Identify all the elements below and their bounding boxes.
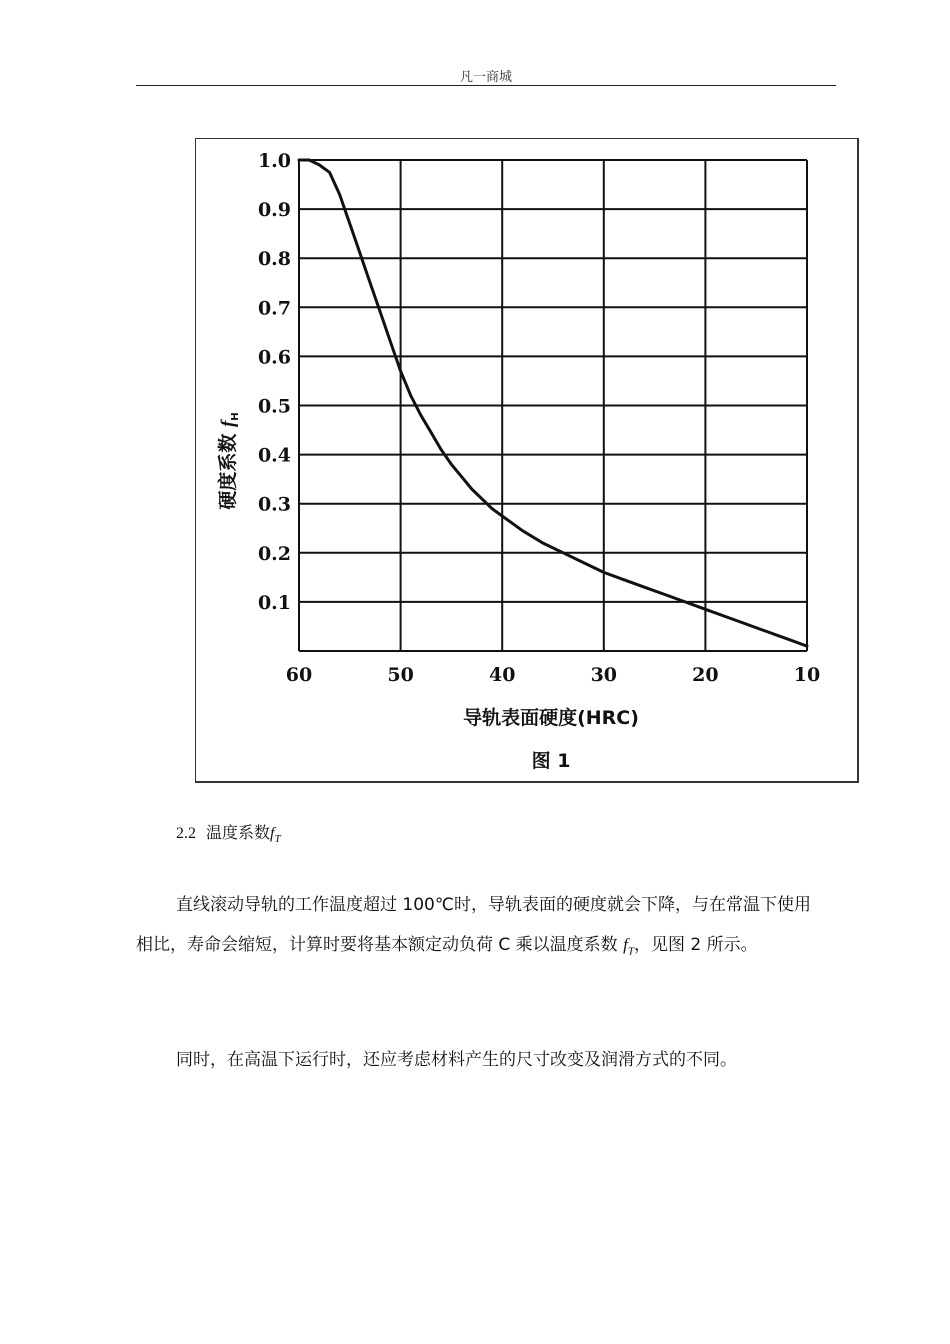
x-tick-label: 50 — [387, 664, 414, 686]
x-tick-label: 60 — [285, 664, 313, 686]
x-tick-label: 30 — [590, 664, 618, 686]
section-number: 2.2 — [176, 825, 196, 842]
section-title: 温度系数 — [206, 825, 271, 842]
figure-frame — [195, 138, 859, 783]
y-tick-label: 0.8 — [257, 248, 291, 271]
y-tick-label: 0.2 — [257, 542, 291, 565]
chart-ticks — [258, 150, 820, 686]
paragraph1-symbol: f — [623, 935, 628, 954]
paragraph-temperature — [136, 885, 826, 971]
page-header: 凡一商城 — [459, 70, 512, 85]
chart-grid — [299, 160, 807, 651]
paragraph-high-temperature: 同时，在高温下运行时，还应考虑材料产生的尺寸改变及润滑方式的不同。 — [176, 1050, 737, 1070]
hardness-chart — [196, 139, 857, 781]
y-tick-label: 0.7 — [257, 297, 291, 320]
section-heading — [176, 820, 281, 845]
x-tick-label: 40 — [488, 664, 516, 686]
y-tick-label: 0.1 — [257, 591, 291, 614]
y-tick-label: 0.6 — [257, 346, 291, 369]
x-tick-label: 10 — [793, 664, 821, 686]
x-tick-label: 20 — [692, 664, 719, 686]
paragraph1-text-b: ，见图 2 所示。 — [633, 935, 758, 955]
figure-caption: 图 1 — [531, 750, 571, 772]
y-axis-title: 硬度系数 $f_H$ — [217, 412, 241, 510]
y-tick-label: 1.0 — [257, 150, 291, 172]
paragraph1-text-a: 直线滚动导轨的工作温度超过 100℃时，导轨表面的硬度就会下降，与在常温下使用相比，寿命会缩短，计算时要将基本额定动负荷 C 乘以温度系数 — [136, 895, 811, 955]
y-tick-label: 0.5 — [257, 395, 291, 418]
header-divider — [136, 85, 836, 86]
hardness-curve — [299, 160, 807, 646]
x-axis-title: 导轨表面硬度(HRC) — [463, 707, 639, 729]
y-tick-label: 0.9 — [257, 199, 291, 222]
paragraph1-symbol-sub: T — [627, 945, 634, 958]
section-symbol: f — [270, 825, 275, 842]
section-symbol-sub: T — [274, 833, 281, 846]
y-tick-label: 0.3 — [257, 493, 291, 516]
y-tick-label: 0.4 — [257, 444, 291, 467]
